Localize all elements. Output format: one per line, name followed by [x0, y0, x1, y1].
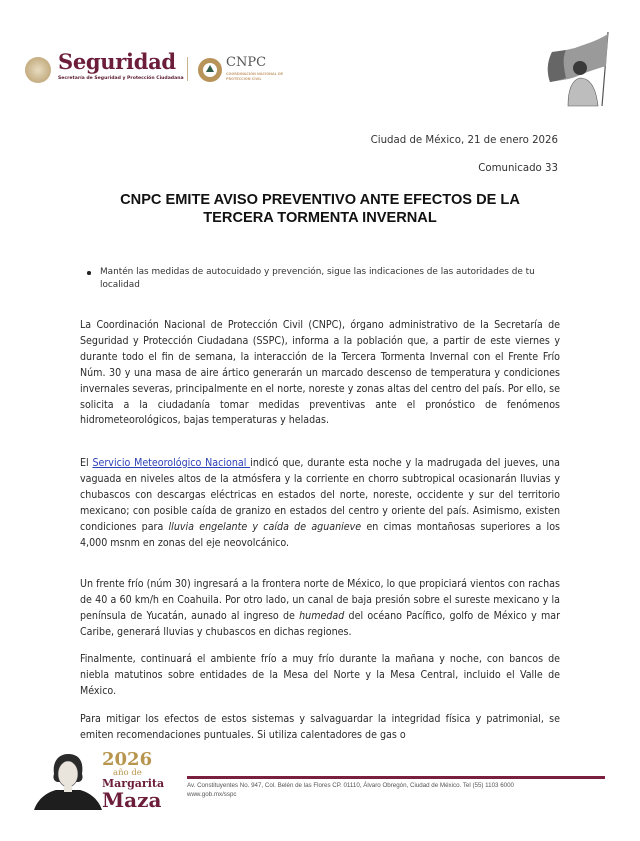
footer-divider [187, 776, 605, 779]
p2-text-middle: indicó que, durante esta noche y la madrugada del jueves, una vaguada en niveles altos de la atmósfera y la corriente en chorro subtropical ocasionarán lluvias y chubascos con descargas eléctricas en estados del norte, noreste, occidente y sur del territorio mexicano; con posible caída de granizo en estados del centro y oriente del país. Asimismo, existen condiciones para [80, 457, 560, 533]
bullet-item [100, 266, 560, 292]
p2-italic-text: lluvia engelante y caída de aguanieve [168, 520, 362, 533]
cnpc-logo-subtitle: COORDINACIÓN NACIONAL DE PROTECCIÓN CIVIL [226, 72, 284, 81]
civil-protection-triangle-icon [206, 65, 214, 72]
footer-year: 2026 [102, 749, 153, 770]
cnpc-logo-title: CNPC [226, 55, 267, 70]
p3-italic-text: humedad [299, 609, 345, 622]
paragraph-5: Para mitigar los efectos de estos sistemas y salvaguardar la integridad física y patrimonial, se emiten recomendaciones puntuales. Si utiliza calentadores de gas o [80, 713, 560, 741]
footer-maza: Maza [102, 788, 162, 812]
margarita-maza-portrait-icon [34, 752, 102, 810]
letterhead [0, 0, 640, 115]
smn-link[interactable]: Servicio Meteorológico Nacional [92, 457, 251, 469]
press-release-title [70, 191, 570, 227]
paragraph-3 [80, 577, 560, 641]
p3-text-start: Un frente frío (núm 30) ingresará a la frontera norte de México, lo que propiciará vientos con rachas de 40 a 60 km/h en Coahuila. Por otro lado, un canal de baja presión sobre el sureste mexicano y la península de Yucatán, aunado al ingreso de [80, 578, 560, 622]
bullet-text: Mantén las medidas de autocuidado y prevención, sigue las indicaciones de las autoridades de tu localidad [100, 267, 535, 290]
title-line-1: CNPC EMITE AVISO PREVENTIVO ANTE EFECTOS DE LA [120, 192, 520, 208]
seguridad-logo-title: Seguridad [58, 49, 176, 74]
paragraph-4: Finalmente, continuará el ambiente frío a muy frío durante la mañana y noche, con bancos de niebla matutinos sobre entidades de la Mesa del Norte y la Mesa Central, incluido el Valle de México. [80, 653, 560, 697]
national-seal-icon [25, 57, 51, 83]
paragraph-1: La Coordinación Nacional de Protección Civil (CNPC), órgano administrativo de la Secretaría de Seguridad y Protección Ciudadana (SSPC), informa a la población que, a partir de este viernes y durante todo el fin de semana, la interacción de la Tercera Tormenta Invernal con el Frente Frío Núm. 30 y una masa de aire ártico generarán un marcado descenso de temperatura y condiciones invernales severas, principalmente en el norte, noreste y zonas altas del centro del país. Por ello, se solicita a la ciudadanía tomar medidas preventivas ante el pronóstico de fenómenos hidrometeorológicos, bajas temperaturas y heladas. [80, 319, 560, 427]
footer-margarita: Margarita [102, 777, 165, 790]
p2-text-start: El [80, 457, 93, 469]
p2-text-end: en cimas montañosas superiores a los 4,000 msnm en zonas del eje neovolcánico. [80, 520, 560, 549]
year-of-margarita-maza-logo [102, 750, 182, 810]
date-line: Ciudad de México, 21 de enero 2026 [370, 135, 558, 146]
communique-number: Comunicado 33 [478, 163, 558, 174]
seguridad-logo-subtitle: Secretaría de Seguridad y Protección Ciudadana [58, 76, 184, 81]
paragraph-2 [80, 456, 560, 551]
title-line-2: TERCERA TORMENTA INVERNAL [203, 210, 437, 226]
footer-address: Av. Constituyentes No. 947, Col. Belén de las Flores CP. 01110, Álvaro Obregón, Ciudad de México. Tel (55) 1103 6000 [187, 782, 514, 789]
footer-website[interactable]: www.gob.mx/sspc [187, 791, 237, 798]
flag-bearer-illustration-icon [540, 30, 618, 108]
p3-text-end: del océano Pacífico, golfo de México y mar Caribe, generará lluvias y chubascos en dichas regiones. [80, 609, 560, 638]
footer-ano-de: año de [113, 768, 142, 778]
bullet-dot-icon [87, 271, 91, 275]
logo-divider [187, 57, 188, 81]
